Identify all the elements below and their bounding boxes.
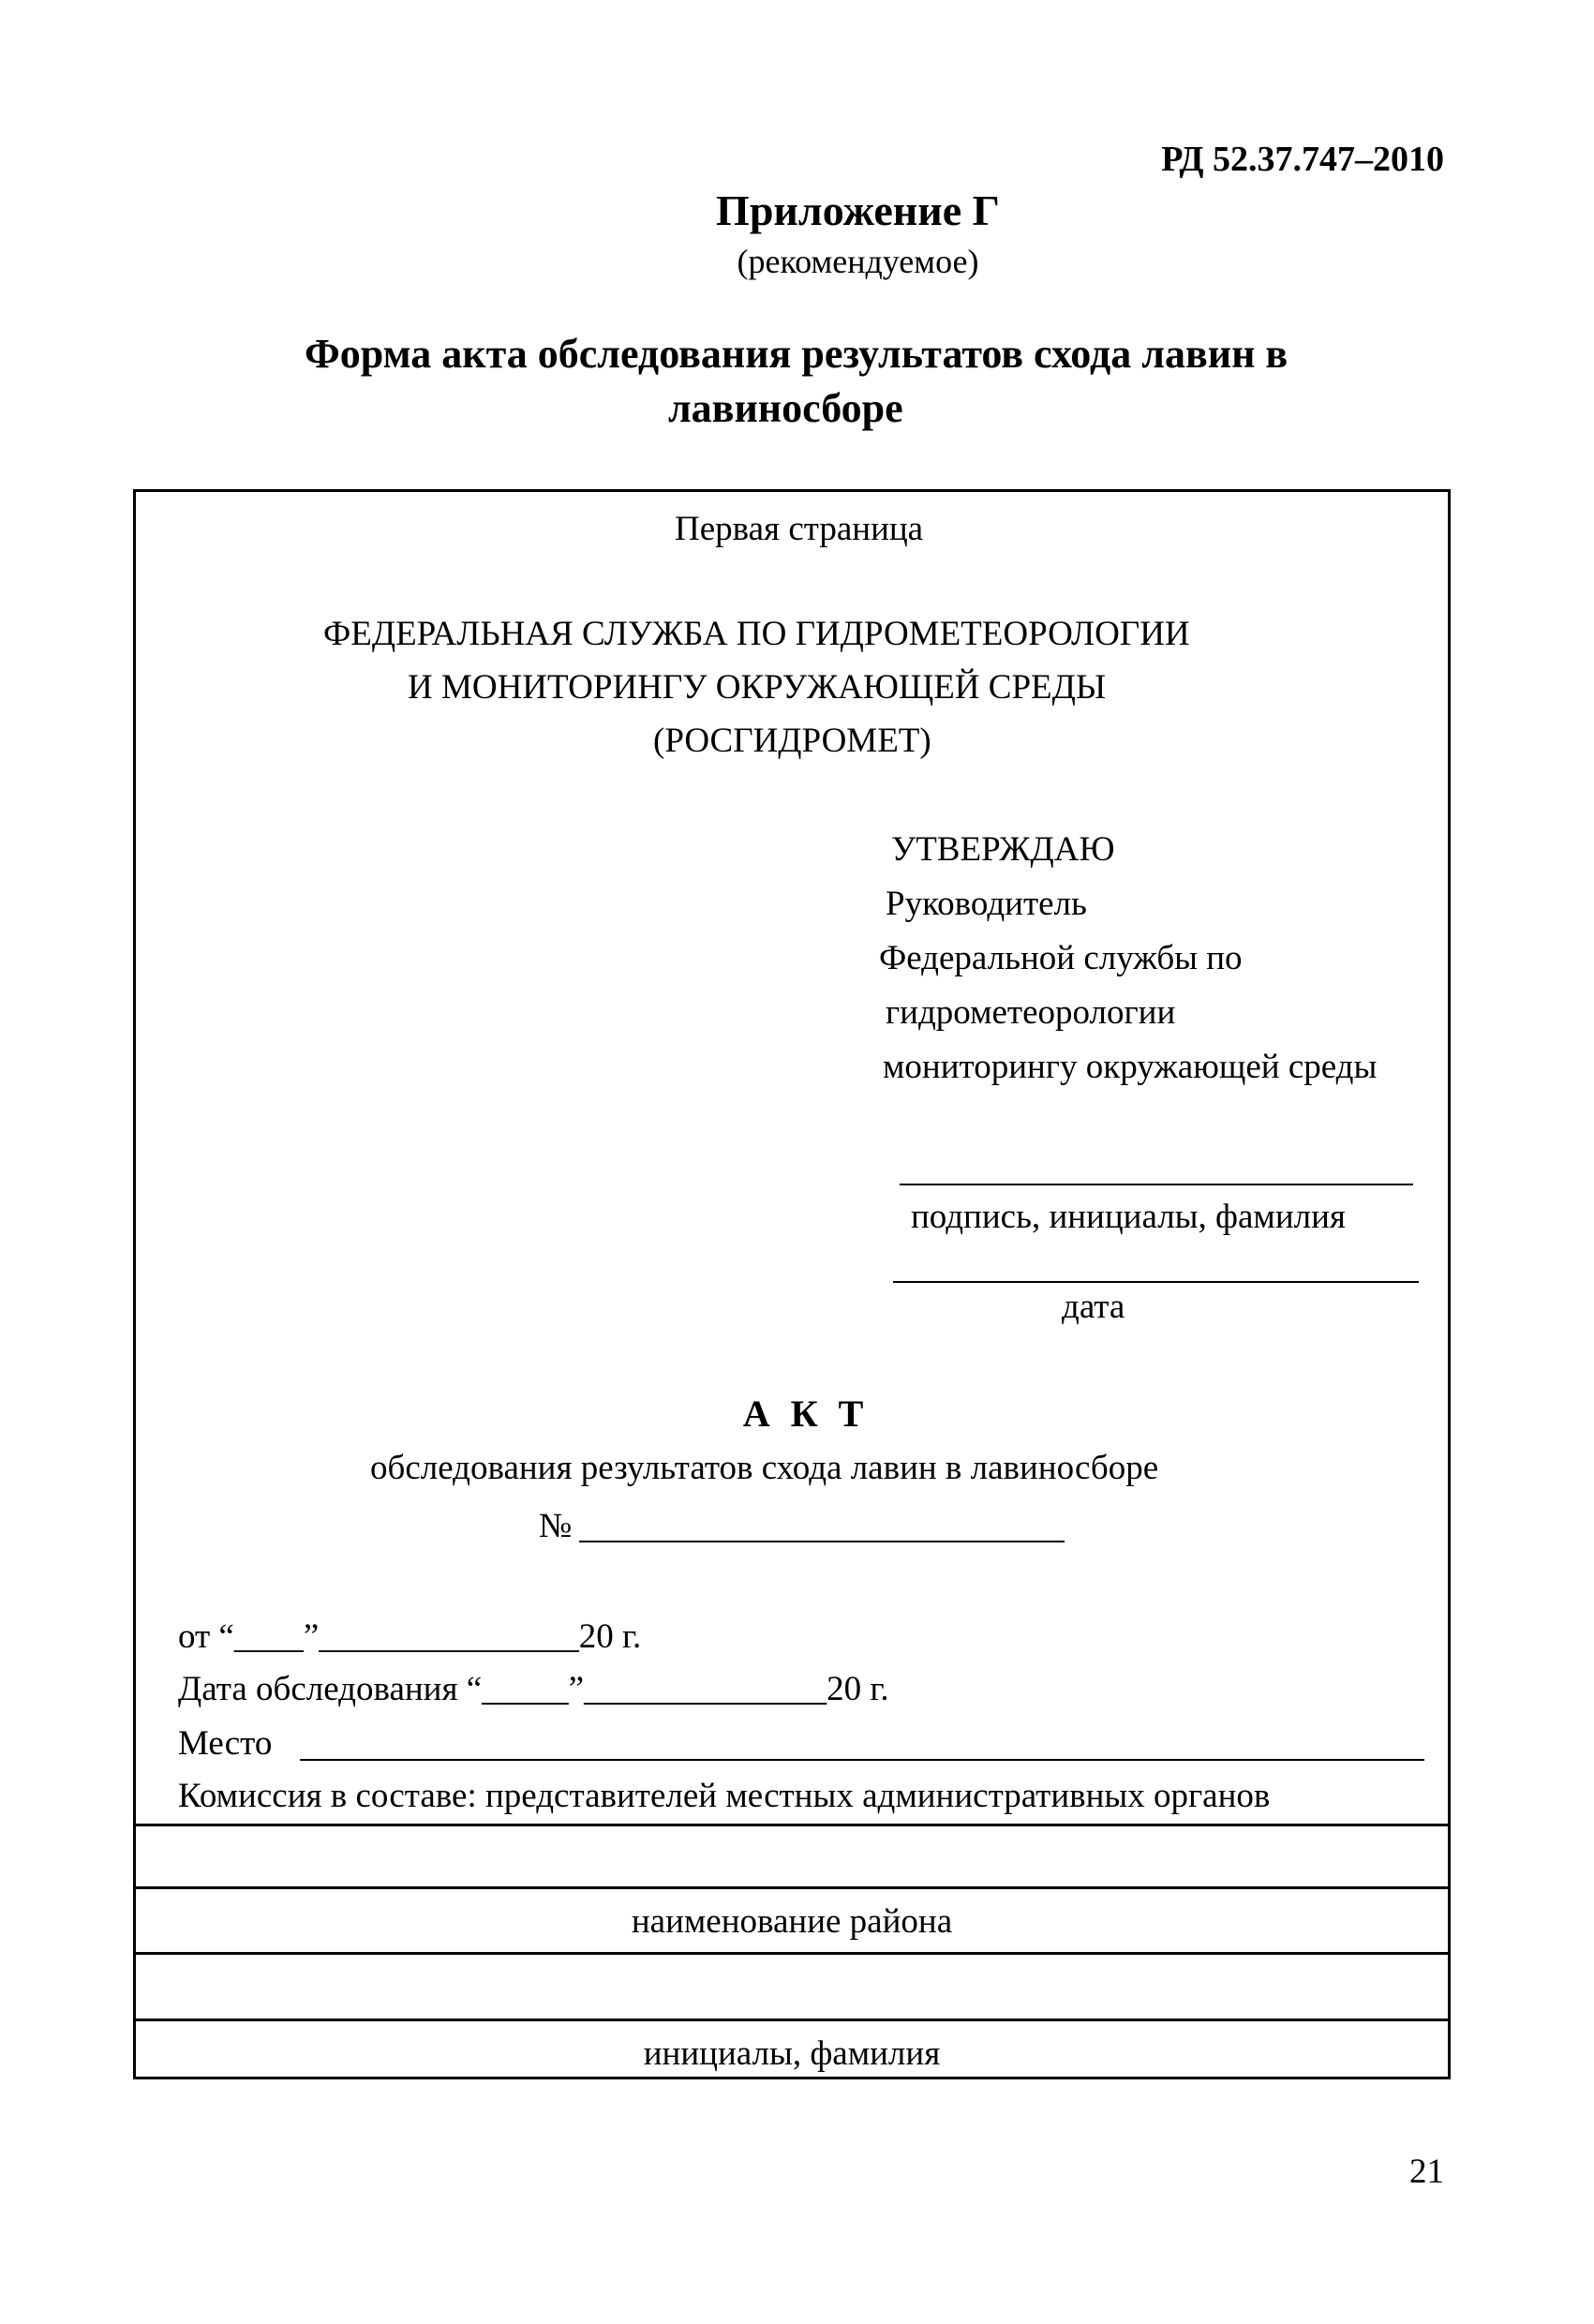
approval-line-5: мониторингу окружающей среды [883, 1048, 1378, 1086]
appendix-title: Приложение Г [716, 186, 1000, 234]
signature-caption: подпись, инициалы, фамилия [911, 1198, 1346, 1236]
table-row-divider [136, 2019, 1448, 2021]
signature-field-line[interactable] [900, 1184, 1413, 1185]
first-page-label: Первая страница [675, 510, 924, 548]
approval-line-4: гидрометеорологии [886, 993, 1176, 1032]
act-number-field-line[interactable] [579, 1541, 1065, 1542]
form-frame [133, 489, 1451, 2079]
place-label: Место [178, 1724, 273, 1763]
table-row-divider [136, 1824, 1448, 1826]
agency-line-1: ФЕДЕРАЛЬНАЯ СЛУЖБА ПО ГИДРОМЕТЕОРОЛОГИИ [323, 615, 1190, 653]
approval-heading: УТВЕРЖДАЮ [891, 830, 1115, 869]
place-field-line[interactable] [300, 1759, 1424, 1761]
district-caption: наименование района [631, 1902, 953, 1941]
act-title: А К Т [742, 1393, 870, 1435]
table-row-divider [136, 1886, 1448, 1889]
page-number: 21 [1409, 2153, 1444, 2191]
act-date-field[interactable]: от “____”_______________20 г. [178, 1617, 642, 1656]
date-caption: дата [1062, 1288, 1125, 1326]
approval-date-field-line[interactable] [893, 1281, 1419, 1283]
act-subtitle: обследования результатов схода лавин в лавиносборе [370, 1449, 1159, 1487]
agency-line-3: (РОСГИДРОМЕТ) [653, 722, 931, 760]
document-code: РД 52.37.747–2010 [1161, 140, 1444, 179]
form-title-line-1: Форма акта обследования результатов схода лавин в [305, 331, 1289, 377]
appendix-note: (рекомендуемое) [737, 243, 979, 280]
agency-line-2: И МОНИТОРИНГУ ОКРУЖАЮЩЕЙ СРЕДЫ [408, 668, 1107, 707]
act-number-label: № [539, 1507, 573, 1545]
approval-line-2: Руководитель [886, 885, 1087, 923]
approval-line-3: Федеральной службы по [879, 939, 1243, 977]
survey-date-field[interactable]: Дата обследования “_____”______________20 г. [178, 1670, 889, 1708]
form-title-line-2: лавиносборе [668, 385, 903, 431]
commission-label: Комиссия в составе: представителей местных административных органов [178, 1777, 1271, 1815]
initials-caption: инициалы, фамилия [643, 2034, 941, 2073]
table-row-divider [136, 1952, 1448, 1955]
